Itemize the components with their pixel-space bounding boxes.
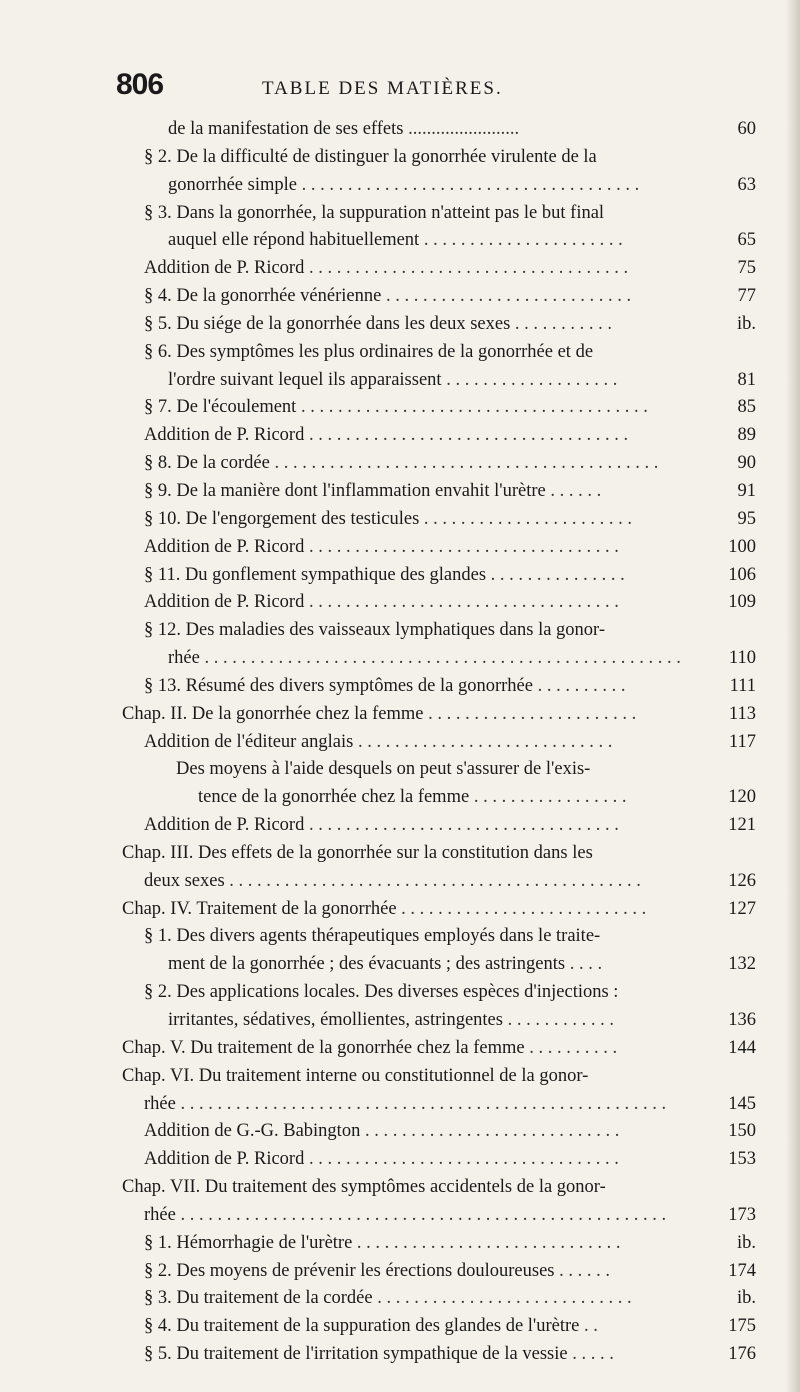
toc-entry-text: § 2. Des moyens de prévenir les érections douloureuses . . . . . . [144,1260,610,1281]
toc-entry-text: § 4. De la gonorrhée vénérienne . . . . . . . . . . . . . . . . . . . . . . . . . . . [144,286,632,307]
toc-entry-text: Chap. II. De la gonorrhée chez la femme . . . . . . . . . . . . . . . . . . . . . . . [122,703,637,724]
toc-entry [116,1202,756,1230]
running-title: TABLE DES MATIÈRES. [262,78,503,99]
toc-page-number: 176 [728,1344,756,1365]
toc-page-number: 85 [737,397,756,418]
toc-entry-text: § 5. Du traitement de l'irritation sympathique de la vessie . . . . . [144,1344,614,1365]
toc-entry [116,227,756,255]
toc-entry-text: Addition de P. Ricord . . . . . . . . . . . . . . . . . . . . . . . . . . . . . . . . . . . [144,425,629,446]
toc-page-number: 132 [728,954,756,975]
toc-page-number: 121 [728,815,756,836]
toc-entry [116,1118,756,1146]
toc-entry [116,840,756,868]
toc-entry [116,951,756,979]
toc-entry-text: § 3. Dans la gonorrhée, la suppuration n'atteint pas le but final [144,202,605,223]
toc-leader-dots: . . . . . . . . . . . . . . . . . . . . . . . . . . . . . . . . . . . . . . . . . . . . . . . . . . . . . [175,1093,667,1114]
toc-entry [116,1174,756,1202]
toc-entry [116,311,756,339]
toc-entry-text: Addition de P. Ricord . . . . . . . . . . . . . . . . . . . . . . . . . . . . . . . . . . [144,815,619,836]
page-edge-shadow [786,0,800,1392]
toc-page-number: ib. [736,313,756,334]
toc-page-number: 109 [728,592,756,613]
toc-page-number: 91 [737,480,756,501]
toc-entry-text: § 13. Résumé des divers symptômes de la gonorrhée . . . . . . . . . . [144,675,626,696]
toc-leader-dots: . . . . . . . . . . . . . . . . . . . . . . . [419,508,633,529]
toc-page-number: 153 [728,1149,756,1170]
toc-entry-text: Addition de P. Ricord . . . . . . . . . . . . . . . . . . . . . . . . . . . . . . . . . . [144,1149,619,1170]
toc-page-number: ib. [736,1288,756,1309]
toc-leader-dots: . . . . . . . . . . . . . . . . . . . . . . . . . . . . . [352,1232,621,1253]
toc-entry-text: Chap. VI. Du traitement interne ou constitutionnel de la gonor- [122,1065,589,1086]
toc-page-number: 90 [737,453,756,474]
toc-page-number: 145 [728,1093,756,1114]
toc-entry [116,422,756,450]
toc-entry-text: rhée . . . . . . . . . . . . . . . . . . . . . . . . . . . . . . . . . . . . . . . . . . . . . . . . . . . . . [144,1093,667,1114]
toc-entry [116,645,756,673]
toc-entry-text: § 7. De l'écoulement . . . . . . . . . . . . . . . . . . . . . . . . . . . . . . . . . . . . . . [144,397,648,418]
toc-entry-text: § 11. Du gonflement sympathique des glandes . . . . . . . . . . . . . . . [144,564,625,585]
toc-entry [116,394,756,422]
toc-entry [116,756,756,784]
toc-page-number: 95 [737,508,756,529]
toc-entry-text: auquel elle répond habituellement . . . . . . . . . . . . . . . . . . . . . . [168,230,623,251]
toc-leader-dots: . . . . . . . . . . . . . . . . . . . . . . . . . . . [381,286,632,307]
toc-entry [116,1258,756,1286]
toc-entry [116,1035,756,1063]
toc-leader-dots: . . . . . . . . . . . . . . . . . . . . . . . . . . . . . . . . . . . . . . [296,397,648,418]
toc-entry [116,1285,756,1313]
toc-page-number: 150 [728,1121,756,1142]
toc-entry [116,200,756,228]
toc-page-number: 173 [728,1204,756,1225]
toc-page-number: 110 [728,648,756,669]
toc-entry-text: § 1. Des divers agents thérapeutiques employés dans le traite- [144,926,601,947]
toc-entry-text: Addition de P. Ricord . . . . . . . . . . . . . . . . . . . . . . . . . . . . . . . . . . [144,536,619,557]
toc-leader-dots: . . . . . . . . . . . . . . . . . . . . . . . . . . . [396,898,647,919]
toc-entry [116,812,756,840]
toc-leader-dots: . . . . . . . . . . . . . . . . . . . . . . . . . . . . . . . . . . . [304,258,629,279]
toc-entry-text: § 2. De la difficulté de distinguer la gonorrhée virulente de la [144,146,597,167]
page-header [116,68,740,116]
toc-entry-text: § 6. Des symptômes les plus ordinaires de la gonorrhée et de [144,341,594,362]
toc-entry-text: § 8. De la cordée . . . . . . . . . . . . . . . . . . . . . . . . . . . . . . . . . . . . . . . . . . [144,453,659,474]
toc-leader-dots: . . . . . . . . . . . . . . . [486,564,625,585]
toc-entry [116,144,756,172]
toc-entry [116,506,756,534]
toc-entry-text: § 1. Hémorrhagie de l'urètre . . . . . . . . . . . . . . . . . . . . . . . . . . . . . [144,1232,621,1253]
toc-page-number: 117 [728,731,756,752]
toc-page-number: 113 [728,703,756,724]
toc-leader-dots: . . . . . . . . . . . . . . . . . . . . . . . [423,703,637,724]
toc-entry-text: irritantes, sédatives, émollientes, astringentes . . . . . . . . . . . . [168,1010,614,1030]
toc-leader-dots: . . . . . . [554,1260,610,1281]
toc-entry [116,896,756,924]
toc-leader-dots: . . . . . . . . . . . . . . . . . . . . . . . . . . . . [372,1288,632,1309]
toc-entry-text: Addition de P. Ricord . . . . . . . . . . . . . . . . . . . . . . . . . . . . . . . . . . . [144,258,629,279]
toc-entry [116,450,756,478]
toc-entry [116,589,756,617]
toc-page-number: 100 [728,536,756,557]
toc-leader-dots: ........................ [403,119,520,139]
toc-leader-dots: . . . . . . . . . . . . . . . . . . . . . . . . . . . . . . . . . . . . . . . . . . . . . [224,870,641,891]
toc-page-number: 63 [737,174,756,195]
toc-entry [116,1230,756,1258]
toc-page-number: 175 [728,1316,756,1337]
toc-entry [116,116,756,144]
toc-entry [116,1091,756,1119]
toc-entry-text: Des moyens à l'aide desquels on peut s'assurer de l'exis- [176,759,591,780]
table-of-contents [116,116,756,1369]
toc-leader-dots: . . [579,1316,598,1337]
toc-entry-text: § 4. Du traitement de la suppuration des glandes de l'urètre . . [144,1316,598,1337]
toc-leader-dots: . . . . . . . . . . . . . . . . . . . . . . . . . . . . . . . . . . [304,592,619,613]
toc-entry [116,1146,756,1174]
toc-page-number: 106 [728,564,756,585]
toc-entry-text: § 2. Des applications locales. Des diverses espèces d'injections : [144,982,619,1003]
toc-page-number: 126 [728,870,756,891]
toc-entry [116,478,756,506]
toc-leader-dots: . . . . . . . . . . . [510,313,613,334]
toc-entry [116,868,756,896]
toc-entry [116,367,756,395]
toc-entry [116,1007,756,1035]
toc-leader-dots: . . . . . . . . . . . . . . . . . . . . . . . . . . . . . . . . . . . . . [296,174,640,195]
toc-entry-text: deux sexes . . . . . . . . . . . . . . . . . . . . . . . . . . . . . . . . . . . . . . . . . . . . . [144,870,641,891]
toc-page-number: 89 [737,425,756,446]
toc-leader-dots: . . . . . . . . . . . . . . . . . . . . . . . . . . . . . . . . . . . [304,425,629,446]
toc-page-number: ib. [736,1232,756,1253]
toc-leader-dots: . . . . . . . . . . . . . . . . . . . . . . . . . . . . [353,731,613,752]
toc-leader-dots: . . . . . . . . . . [532,675,626,696]
toc-entry [116,1063,756,1091]
page-number: 806 [116,68,164,101]
toc-entry [116,729,756,757]
toc-page-number: 60 [737,119,756,139]
toc-leader-dots: . . . . . . . . . . . . . . . . . . . . . . . . . . . . [360,1121,620,1142]
toc-entry [116,534,756,562]
toc-entry-text: de la manifestation de ses effets ........................ [168,119,520,139]
toc-entry-text: Addition de P. Ricord . . . . . . . . . . . . . . . . . . . . . . . . . . . . . . . . . . [144,592,619,613]
toc-entry [116,1313,756,1341]
toc-page-number: 65 [737,230,756,251]
toc-entry [116,784,756,812]
toc-entry [116,1341,756,1369]
toc-page-number: 111 [729,675,756,696]
toc-entry [116,172,756,200]
toc-entry-text: Chap. IV. Traitement de la gonorrhée . . . . . . . . . . . . . . . . . . . . . . . . . . . [122,898,647,919]
toc-entry-text: Addition de G.-G. Babington . . . . . . . . . . . . . . . . . . . . . . . . . . . . [144,1121,620,1142]
toc-leader-dots: . . . . . . . . . . . . . . . . . . . . . . . . . . . . . . . . . . . . . . . . . . [269,453,659,474]
toc-entry-text: § 5. Du siége de la gonorrhée dans les deux sexes . . . . . . . . . . . [144,313,613,334]
toc-leader-dots: . . . . . [567,1344,614,1365]
toc-entry [116,562,756,590]
toc-entry-text: rhée . . . . . . . . . . . . . . . . . . . . . . . . . . . . . . . . . . . . . . . . . . . . . . . . . . . . [168,648,681,669]
toc-entry-text: § 12. Des maladies des vaisseaux lymphatiques dans la gonor- [144,620,606,641]
toc-entry [116,923,756,951]
toc-leader-dots: . . . . . . . . . . . . . . . . . . . . . . . . . . . . . . . . . . [304,1149,619,1170]
toc-page-number: 136 [728,1010,756,1030]
toc-entry [116,979,756,1007]
toc-leader-dots: . . . . . . . . . . . . . . . . . . . . . . . . . . . . . . . . . . . . . . . . . . . . . . . . . . . . [199,648,681,669]
toc-leader-dots: . . . . . . . . . . [524,1037,618,1058]
toc-entry [116,339,756,367]
toc-entry [116,673,756,701]
toc-leader-dots: . . . . . . [545,480,602,501]
toc-entry-text: Chap. III. Des effets de la gonorrhée sur la constitution dans les [122,842,593,863]
toc-entry [116,283,756,311]
toc-leader-dots: . . . . . . . . . . . . . . . . . [469,787,627,808]
toc-entry-text: tence de la gonorrhée chez la femme . . . . . . . . . . . . . . . . . [198,787,627,808]
toc-entry-text: Addition de l'éditeur anglais . . . . . . . . . . . . . . . . . . . . . . . . . . . . [144,731,613,752]
toc-entry-text: gonorrhée simple . . . . . . . . . . . . . . . . . . . . . . . . . . . . . . . . . . . . . [168,174,640,195]
toc-entry [116,617,756,645]
toc-leader-dots: . . . . . . . . . . . . . . . . . . . [441,369,618,390]
toc-entry [116,701,756,729]
toc-entry [116,255,756,283]
toc-page-number: 174 [728,1260,756,1281]
toc-leader-dots: . . . . . . . . . . . . . . . . . . . . . . [419,230,623,251]
toc-leader-dots: . . . . . . . . . . . . . . . . . . . . . . . . . . . . . . . . . . . . . . . . . . . . . . . . . . . . . [175,1204,667,1225]
toc-page-number: 127 [728,898,756,919]
toc-entry-text: § 3. Du traitement de la cordée . . . . . . . . . . . . . . . . . . . . . . . . . . . . [144,1288,632,1309]
toc-page-number: 120 [728,787,756,808]
toc-entry-text: Chap. V. Du traitement de la gonorrhée chez la femme . . . . . . . . . . [122,1037,618,1058]
toc-entry-text: rhée . . . . . . . . . . . . . . . . . . . . . . . . . . . . . . . . . . . . . . . . . . . . . . . . . . . . . [144,1204,667,1225]
toc-leader-dots: . . . . . . . . . . . . . . . . . . . . . . . . . . . . . . . . . . [304,536,619,557]
toc-leader-dots: . . . . [565,954,603,975]
toc-page-number: 77 [737,286,756,307]
toc-leader-dots: . . . . . . . . . . . . . . . . . . . . . . . . . . . . . . . . . . [304,815,619,836]
toc-entry-text: § 9. De la manière dont l'inflammation envahit l'urètre . . . . . . [144,480,602,501]
toc-entry-text: ment de la gonorrhée ; des évacuants ; des astringents . . . . [168,954,603,975]
toc-entry-text: § 10. De l'engorgement des testicules . . . . . . . . . . . . . . . . . . . . . . . [144,508,633,529]
toc-page-number: 81 [737,369,756,390]
toc-page-number: 144 [728,1037,756,1058]
toc-entry-text: l'ordre suivant lequel ils apparaissent . . . . . . . . . . . . . . . . . . . [168,369,618,390]
toc-leader-dots: . . . . . . . . . . . . [502,1010,614,1030]
toc-entry-text: Chap. VII. Du traitement des symptômes accidentels de la gonor- [122,1177,606,1198]
toc-page-number: 75 [737,258,756,279]
